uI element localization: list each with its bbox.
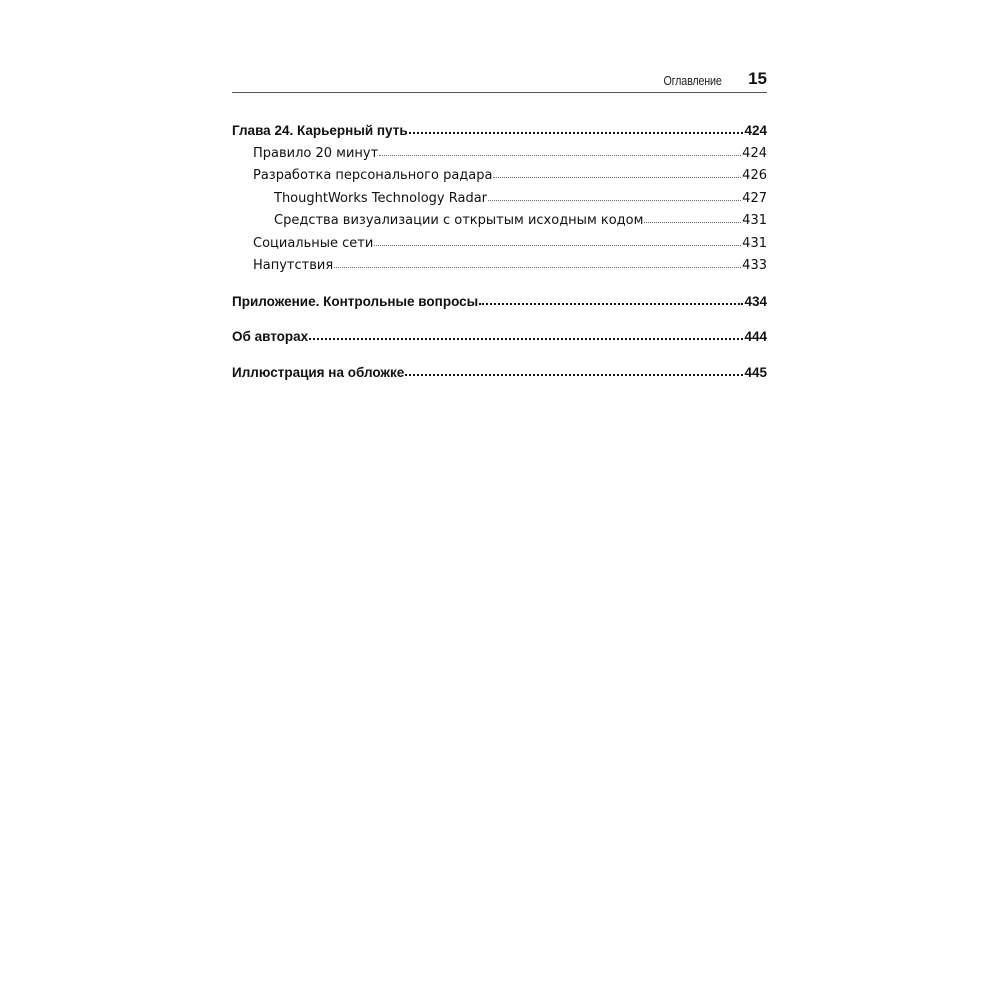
dot-leader (479, 296, 743, 306)
toc-entry-about-authors[interactable] (232, 329, 767, 352)
dot-leader (488, 192, 741, 202)
toc-entry-thoughtworks-radar[interactable] (232, 191, 767, 214)
toc-entry-page: 434 (744, 293, 767, 309)
toc-entry-title: Средства визуализации с открытым исходным кодом (274, 213, 644, 228)
dot-leader (374, 237, 741, 247)
toc-entry-chapter-24[interactable] (232, 123, 767, 146)
toc-entry-title: Напутствия (253, 258, 334, 273)
toc-entry-title: Разработка персонального радара (253, 168, 493, 183)
page-number: 15 (748, 69, 767, 88)
toc-entry-appendix[interactable] (232, 294, 767, 317)
dot-leader (334, 259, 741, 269)
toc-entry-page: 424 (744, 123, 767, 138)
toc-entry-page: 424 (742, 145, 767, 161)
running-header-section-title: Оглавление (663, 73, 723, 88)
toc-entry-page: 431 (742, 235, 767, 251)
toc-entry-title: Правило 20 минут (253, 145, 379, 161)
toc-entry-open-source-visualization[interactable] (232, 213, 767, 236)
toc-entry-title: Иллюстрация на обложке (232, 364, 405, 380)
toc-entry-page: 444 (744, 329, 767, 344)
toc-entry-page: 427 (742, 190, 767, 206)
book-page (232, 60, 767, 387)
toc-entry-page: 433 (742, 258, 767, 273)
toc-entry-cover-illustration[interactable] (232, 365, 767, 388)
toc-entry-page: 426 (742, 168, 767, 183)
dot-leader (493, 169, 741, 179)
toc-entry-title: Об авторах (232, 329, 309, 344)
toc-entry-title: Социальные сети (253, 235, 374, 251)
toc-entry-social-networks[interactable] (232, 236, 767, 259)
dot-leader (309, 331, 743, 341)
running-header (232, 60, 767, 93)
toc-entry-page: 445 (744, 364, 767, 380)
toc-entry-title: Приложение. Контрольные вопросы (232, 293, 479, 309)
toc-entry-page: 431 (742, 213, 767, 228)
toc-entry-title: ThoughtWorks Technology Radar (274, 190, 488, 206)
toc-entry-parting-words[interactable] (232, 258, 767, 281)
toc-entry-20-minute-rule[interactable] (232, 146, 767, 169)
dot-leader (405, 367, 743, 377)
dot-leader (379, 147, 741, 157)
dot-leader (409, 125, 744, 135)
dot-leader (644, 214, 741, 224)
toc-entry-title: Глава 24. Карьерный путь (232, 123, 408, 138)
table-of-contents (232, 123, 767, 387)
toc-entry-personal-radar[interactable] (232, 168, 767, 191)
